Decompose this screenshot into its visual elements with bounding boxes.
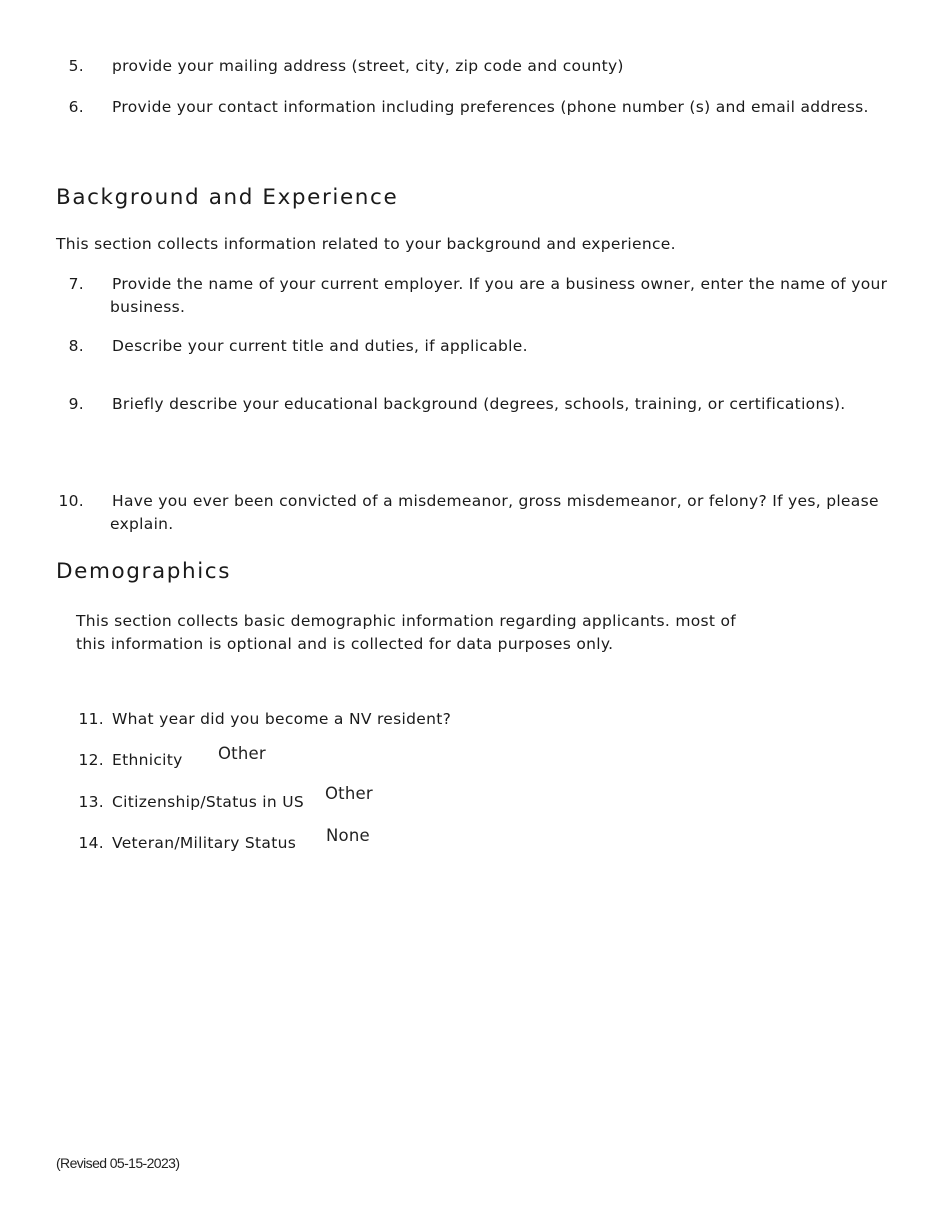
item-number: 9. [68, 395, 84, 413]
item-number: 13. [78, 793, 104, 811]
item-text-line1: Provide the name of your current employer. If you are a business owner, enter the name of your [112, 275, 888, 293]
item-number: 8. [68, 337, 84, 355]
section-heading-demographics: Demographics [56, 559, 232, 584]
ethnicity-value[interactable]: Other [218, 744, 266, 763]
item-label: Citizenship/Status in US [112, 793, 305, 811]
section-intro-demographics-line1: This section collects basic demographic information regarding applicants. most of [76, 612, 737, 630]
item-text-line1: Have you ever been convicted of a misdemeanor, gross misdemeanor, or felony? If yes, please [112, 492, 879, 510]
section-heading-background: Background and Experience [56, 185, 399, 210]
item-text: provide your mailing address (street, city, zip code and county) [112, 57, 624, 75]
item-label: Veteran/Military Status [112, 834, 297, 852]
item-number: 12. [78, 751, 104, 769]
item-number: 7. [68, 275, 84, 293]
veteran-status-value[interactable]: None [326, 826, 370, 845]
item-label: What year did you become a NV resident? [112, 710, 452, 728]
item-number: 6. [68, 98, 84, 116]
item-text: Describe your current title and duties, if applicable. [112, 337, 528, 355]
item-text-line2: explain. [110, 515, 174, 533]
section-intro-demographics-line2: this information is optional and is collected for data purposes only. [76, 635, 614, 653]
item-number: 14. [78, 834, 104, 852]
item-number: 5. [68, 57, 84, 75]
item-number: 11. [78, 710, 104, 728]
revision-date: (Revised 05-15-2023) [56, 1155, 180, 1171]
section-intro-background: This section collects information related to your background and experience. [56, 235, 676, 253]
item-text: Provide your contact information including preferences (phone number (s) and email address. [112, 98, 869, 116]
citizenship-status-value[interactable]: Other [325, 784, 373, 803]
item-text-line2: business. [110, 298, 186, 316]
item-text: Briefly describe your educational background (degrees, schools, training, or certifications). [112, 395, 846, 413]
item-number: 10. [58, 492, 84, 510]
item-label: Ethnicity [112, 751, 183, 769]
